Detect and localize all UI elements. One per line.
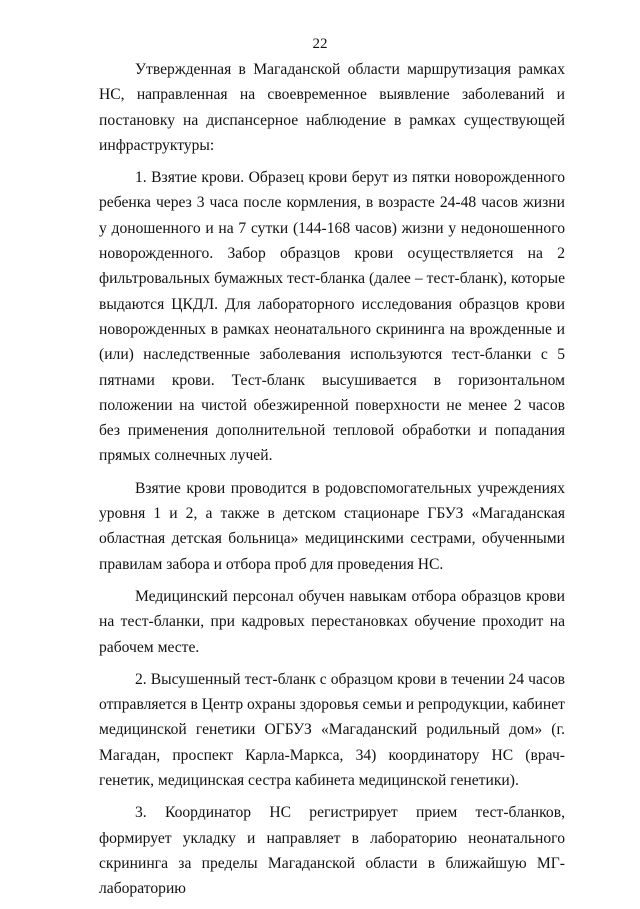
page-number: 22: [312, 36, 328, 52]
paragraph-step-2-shipment: 2. Высушенный тест-бланк с образцом крови в течении 24 часов отправляется в Центр охраны здоровья семьи и репродукции, кабинет медицинской генетики ОГБУЗ «Магаданский родильный дом» (г. Магадан, проспект Карла-Маркса, 34) координатору НС (врач-генетик, медицинская сестра кабинета медицинской генетики).: [99, 670, 565, 790]
paragraph-step-1-blood-sampling: 1. Взятие крови. Образец крови берут из пятки новорожденного ребенка через 3 часа после кормления, в возрасте 24-48 часов жизни у доношенного и на 7 сутки (144-168 часов) жизни у недоношенного новорожденного. Забор образцов крови осуществляется на 2 фильтровальных бумажных тест-бланка (далее – тест-бланк), которые выдаются ЦКДЛ. Для лабораторного исследования образцов крови новорожденных в рамках неонатального скрининга на врожденные и (или) наследственные заболевания используются тест-бланки с 5 пятнами крови. Тест-бланк высушивается в горизонтальном положении на чистой обезжиренной поверхности не менее 2 часов без применения дополнительной тепловой обработки и попадания прямых солнечных лучей.: [99, 169, 565, 465]
paragraph-staff-training: Медицинский персонал обучен навыкам отбора образцов крови на тест-бланки, при кадровых перестановках обучение проходит на рабочем месте.: [99, 587, 565, 656]
paragraph-intro: Утвержденная в Магаданской области маршрутизация рамках НС, направленная на своевременное выявление заболеваний и постановку на диспансерное наблюдение в рамках существующей инфраструктуры:: [99, 61, 565, 154]
document-body: [99, 57, 565, 909]
paragraph-step-3-coordinator: 3. Координатор НС регистрирует прием тест-бланков, формирует укладку и направляет в лабораторию неонатального скрининга за пределы Магаданской области в ближайшую МГ-лабораторию: [99, 804, 565, 898]
paragraph-blood-sampling-facilities: Взятие крови проводится в родовспомогательных учреждениях уровня 1 и 2, а также в детском стационаре ГБУЗ «Магаданская областная детская больница» медицинскими сестрами, обученными правилам забора и отбора проб для проведения НС.: [99, 479, 565, 573]
